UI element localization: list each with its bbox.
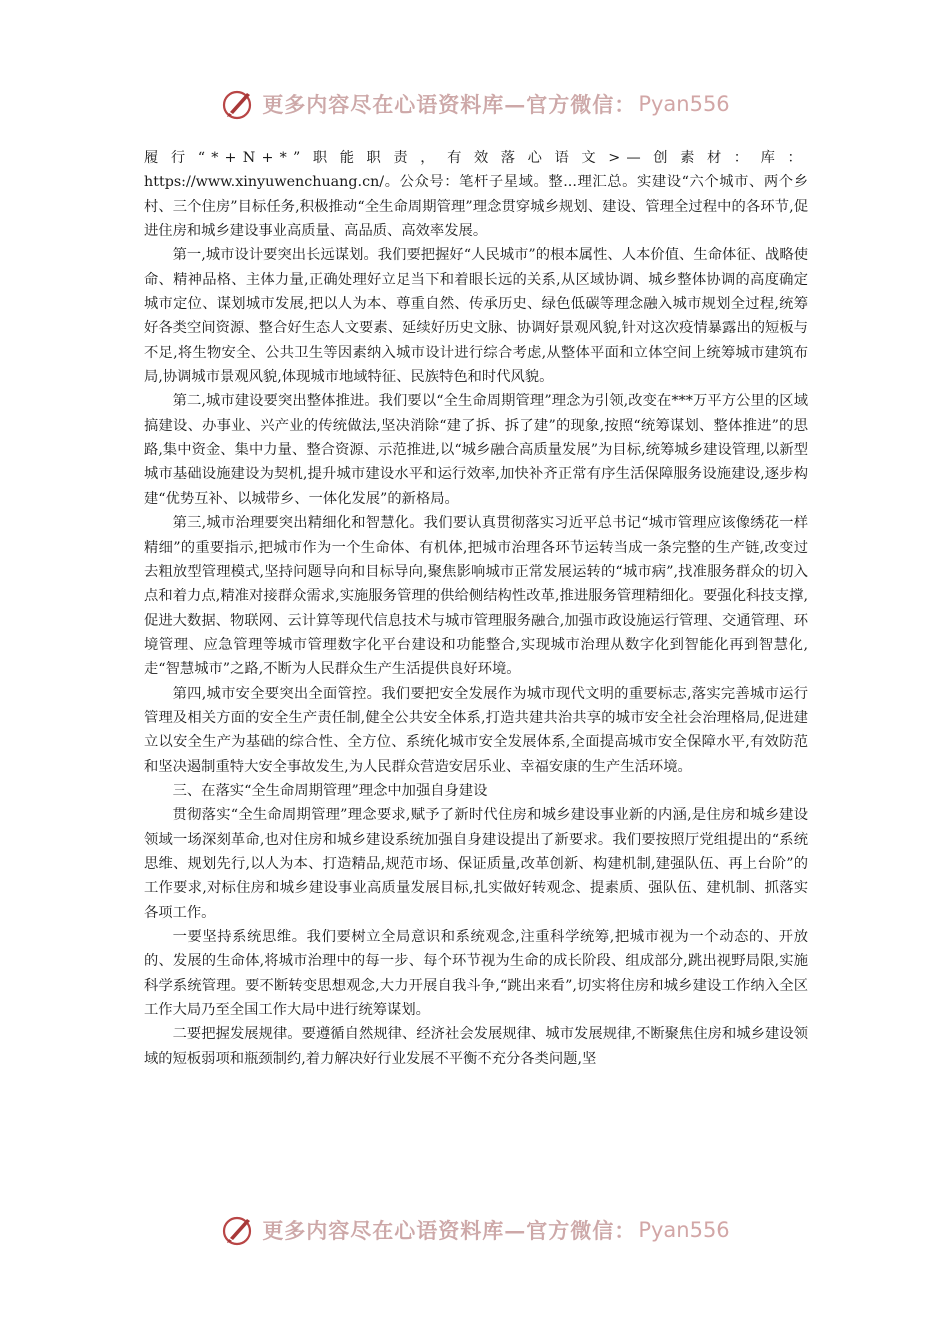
paragraph-city-design: 第一,城市设计要突出长远谋划。我们要把握好“人民城市”的根本属性、人本价值、生命体征、战略使命、精神品格、主体力量,正确处理好立足当下和着眼长远的关系,从区域协调、城乡整体协调的高度确定城市定位、谋划城市发展,把以人为本、尊重自然、传承历史、绿色低碳等理念融入城市规划全过程,统筹好各类空间资源、整合好生态人文要素、延续好历史文脉、协调好景观风貌,针对这次疫情暴露出的短板与不足,将生物安全、公共卫生等因素纳入城市设计进行综合考虑,从整体平面和立体空间上统筹城市建筑布局,协调城市景观风貌,体现城市地域特征、民族特色和时代风貌。 [144,247,808,386]
intro-paragraph [144,146,808,243]
paragraph-city-safety: 第四,城市安全要突出全面管控。我们要把安全发展作为城市现代文明的重要标志,落实完善城市运行管理及相关方面的安全生产责任制,健全公共安全体系,打造共建共治共享的城市安全社会治理格局,促进建立以安全生产为基础的综合性、全方位、系统化城市安全发展体系,全面提高城市安全保障水平,有效防范和坚决遏制重特大安全事故发生,为人民群众营造安居乐业、幸福安康的生产生活环境。 [144,685,808,775]
section-heading-three: 三、在落实“全生命周期管理”理念中加强自身建设 [172,782,488,799]
watermark-handle: Pyan556 [638,92,730,116]
watermark-text: 更多内容尽在心语资料库—官方微信： [262,92,637,117]
watermark-text: 更多内容尽在心语资料库—官方微信： [262,1218,637,1243]
document-body [144,146,808,1071]
intro-lead: 履行“*+N+*”职能职责，有效落心语文>—创素材：库： [144,150,808,166]
paragraph-development-law: 二要把握发展规律。要遵循自然规律、经济社会发展规律、城市发展规律,不断聚焦住房和城乡建设领域的短板弱项和瓶颈制约,着力解决好行业发展不平衡不充分各类问题,坚 [144,1026,808,1067]
watermark-banner-top [0,82,950,126]
paragraph-self-building: 贯彻落实“全生命周期管理”理念要求,赋予了新时代住房和城乡建设事业新的内涵,是住房和城乡建设领域一场深刻革命,也对住房和城乡建设系统加强自身建设提出了新要求。我们要按照厅党组提出的“系统思维、规划先行,以人为本、打造精品,规范市场、保证质量,改革创新、构建机制,建强队伍、再上台阶”的工作要求,对标住房和城乡建设事业高质量发展目标,扎实做好转观念、提素质、强队伍、建机制、抓落实各项工作。 [144,807,808,921]
brush-logo-icon [220,1212,256,1248]
watermark-banner-bottom [0,1208,950,1252]
brush-logo-icon [220,86,256,122]
paragraph-system-thinking: 一要坚持系统思维。我们要树立全局意识和系统观念,注重科学统筹,把城市视为一个动态的、开放的、发展的生命体,将城市治理中的每一步、每个环节视为生命的成长阶段、组成部分,跳出视野局限,实施科学系统管理。要不断转变思想观念,大力开展自我斗争,“跳出来看”,切实将住房和城乡建设工作纳入全区工作大局乃至全国工作大局中进行统筹谋划。 [144,929,808,1019]
intro-rest: 。公众号：笔杆子星域。整...理汇总。实建设“六个城市、两个乡村、三个住房”目标任务,积极推动“全生命周期管理”理念贯穿城乡规划、建设、管理全过程中的各环节,促进住房和城乡建设事业高质量、高品质、高效率发展。 [144,174,808,240]
paragraph-city-governance: 第三,城市治理要突出精细化和智慧化。我们要认真贯彻落实习近平总书记“城市管理应该像绣花一样精细”的重要指示,把城市作为一个生命体、有机体,把城市治理各环节运转当成一条完整的生产链,改变过去粗放型管理模式,坚持问题导向和目标导向,聚焦影响城市正常发展运转的“城市病”,找准服务群众的切入点和着力点,精准对接群众需求,实施服务管理的供给侧结构性改革,推进服务管理精细化。要强化科技支撑,促进大数据、物联网、云计算等现代信息技术与城市管理服务融合,加强市政设施运行管理、交通管理、环境管理、应急管理等城市管理数字化平台建设和功能整合,实现城市治理从数字化到智能化再到智慧化,走“智慧城市”之路,不断为人民群众生产生活提供良好环境。 [144,515,808,678]
paragraph-city-construction: 第二,城市建设要突出整体推进。我们要以“全生命周期管理”理念为引领,改变在***万平方公里的区域搞建设、办事业、兴产业的传统做法,坚决消除“建了拆、拆了建”的现象,按照“统筹谋划、整体推进”的思路,集中资金、集中力量、整合资源、示范推进,以“城乡融合高质量发展”为目标,统筹城乡建设管理,以新型城市基础设施建设为契机,提升城市建设水平和运行效率,加快补齐正常有序生活保障服务设施建设,逐步构建“优势互补、以城带乡、一体化发展”的新格局。 [144,393,808,507]
intro-url: https://www.xinyuwenchuang.cn/ [144,174,385,191]
watermark-handle: Pyan556 [638,1218,730,1242]
